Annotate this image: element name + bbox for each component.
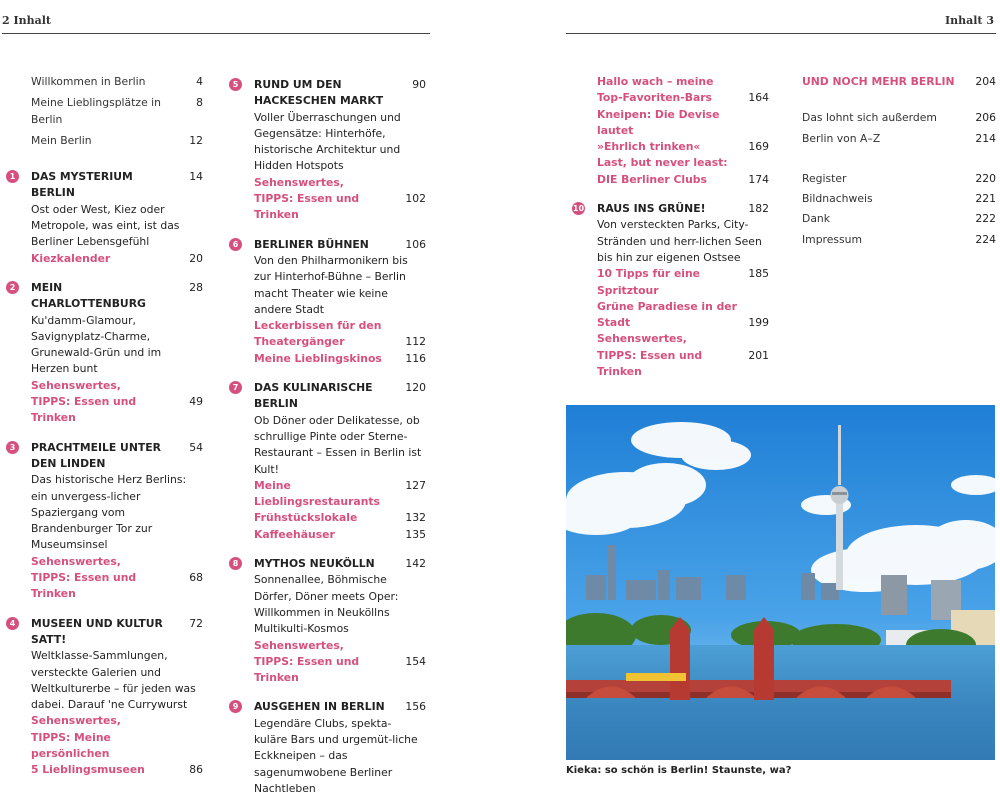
chapter-description: Ob Döner oder Delikatesse, ob schrullige Pinte oder Sterne-Restaurant – Essen in Berlin ist Kult! xyxy=(254,413,422,476)
chapter-title-text: RAUS INS GRÜNE! xyxy=(597,202,706,216)
toc-section xyxy=(9,440,203,603)
appendix-entry-page: 222 xyxy=(975,212,996,226)
chapter-link-page: 199 xyxy=(748,316,769,330)
chapter-link-text: Meine Lieblingskinos xyxy=(254,351,382,365)
bar-link-text: »Ehrlich trinken« xyxy=(597,140,701,154)
chapter-link-text: 5 Lieblingsmuseen xyxy=(31,763,145,777)
appendix-entry-page: 220 xyxy=(975,171,996,185)
chapter-link[interactable] xyxy=(597,315,769,331)
chapter-number-badge: 10 xyxy=(572,204,585,214)
chapter-link-page: 112 xyxy=(405,335,426,349)
chapter-title-page: 156 xyxy=(405,700,426,714)
chapter-link-page: 68 xyxy=(189,571,203,585)
chapter-number-badge: 8 xyxy=(229,557,242,570)
appendix-entry-text: Dank xyxy=(802,212,831,226)
chapter-link-text: Sehenswertes, xyxy=(597,332,687,346)
chapter-title-page: 120 xyxy=(405,381,426,395)
chapter-title[interactable] xyxy=(254,380,426,413)
chapter-title[interactable] xyxy=(254,699,426,715)
toc-column-4 xyxy=(802,74,996,248)
more-berlin-title[interactable] xyxy=(802,74,996,90)
bar-link-text: DIE Berliner Clubs xyxy=(597,172,707,186)
running-head-left: 2 Inhalt xyxy=(2,14,52,27)
chapter-title-text: DAS MYSTERIUM BERLIN xyxy=(31,170,133,200)
header-rule-right xyxy=(566,33,996,34)
chapter-link-page: 49 xyxy=(189,395,203,409)
toc-section xyxy=(9,169,203,267)
chapter-link[interactable] xyxy=(31,251,203,267)
chapter-link-text: Grüne Paradiese in der xyxy=(597,299,737,313)
chapter-link[interactable] xyxy=(597,266,769,299)
chapter-link[interactable] xyxy=(254,527,426,543)
intro-entry-page: 4 xyxy=(196,75,203,88)
toc-section xyxy=(9,616,203,779)
chapter-link-text: Leckerbissen für den xyxy=(254,319,382,333)
chapter-title-page: 28 xyxy=(189,280,203,294)
chapter-title[interactable] xyxy=(31,169,203,202)
intro-entry[interactable] xyxy=(31,95,203,128)
chapter-link[interactable] xyxy=(254,318,426,334)
chapter-title-text: PRACHTMEILE UNTER DEN LINDEN xyxy=(31,440,161,470)
berlin-oberbaum-bridge-photo xyxy=(566,405,995,760)
chapter-title[interactable] xyxy=(254,556,426,572)
chapter-title-page: 142 xyxy=(405,557,426,571)
bar-link-text: Kneipen: Die Devise lautet xyxy=(597,107,720,137)
photo-caption: Kieka: so schön is Berlin! Staunste, wa? xyxy=(566,765,792,776)
bar-link[interactable] xyxy=(597,107,769,140)
appendix-entry-page: 206 xyxy=(975,111,996,125)
chapter-link[interactable] xyxy=(254,175,426,191)
appendix-entry[interactable] xyxy=(802,211,996,227)
toc-section xyxy=(232,237,426,367)
bar-link[interactable] xyxy=(597,90,769,106)
toc-section xyxy=(232,77,426,224)
chapter-title[interactable] xyxy=(31,616,203,649)
appendix-entry[interactable] xyxy=(802,110,996,126)
chapter-link-page: 135 xyxy=(405,527,426,541)
chapter-link[interactable] xyxy=(597,331,769,347)
chapter-link-page: 102 xyxy=(405,192,426,206)
chapter-link-text: TIPPS: Essen und Trinken xyxy=(597,348,703,379)
chapter-link-text: Kiezkalender xyxy=(31,251,111,265)
chapter-link[interactable] xyxy=(254,638,426,654)
chapter-number-badge: 5 xyxy=(229,78,242,91)
chapter-link[interactable] xyxy=(31,713,203,729)
bar-link-page: 174 xyxy=(748,172,769,186)
appendix-entry-text: Berlin von A–Z xyxy=(802,131,881,145)
chapter-title-page: 72 xyxy=(189,616,203,630)
chapter-link-text: TIPPS: Essen und Trinken xyxy=(254,192,360,222)
chapter-link-text: Theatergänger xyxy=(254,335,345,349)
chapter-description: Voller Überraschungen und Gegensätze: Hinterhöfe, historische Architektur und Hidden Hotspots xyxy=(254,110,401,173)
chapter-title-text: BERLINER BÜHNEN xyxy=(254,237,369,251)
intro-entry-page: 8 xyxy=(196,96,203,110)
chapter-title-text: AUSGEHEN IN BERLIN xyxy=(254,700,385,714)
toc-column-2 xyxy=(232,77,426,797)
chapter-description: Ost oder West, Kiez oder Metropole, was eint, ist das Berliner Lebensgefühl xyxy=(31,202,180,249)
appendix-entry[interactable] xyxy=(802,191,996,207)
running-head-right: Inhalt 3 xyxy=(944,14,994,27)
chapter-description: Von den Philharmonikern bis zur Hinterhof-Bühne – Berlin macht Theater wie keine andere Stadt xyxy=(254,253,408,316)
chapter-number-badge: 7 xyxy=(229,381,242,394)
intro-entry-page: 12 xyxy=(189,133,203,147)
toc-section xyxy=(572,201,769,380)
chapter-title[interactable] xyxy=(31,440,203,473)
intro-entry-text: Meine Lieblingsplätze in Berlin xyxy=(31,96,161,126)
toc-section xyxy=(232,556,426,686)
chapter-link[interactable] xyxy=(31,554,203,570)
chapter-link-page: 127 xyxy=(405,478,426,492)
chapter-link[interactable] xyxy=(254,478,426,511)
bar-link-text: Hallo wach – meine xyxy=(597,75,714,88)
chapter-link-page: 154 xyxy=(405,654,426,668)
appendix-entry-page: 214 xyxy=(975,131,996,145)
chapter-title-page: 14 xyxy=(189,170,203,184)
chapter-link-text: Sehenswertes, xyxy=(254,175,344,189)
chapter-number-badge: 9 xyxy=(229,700,242,713)
toc-section xyxy=(232,380,426,543)
chapter-link-text: Sehenswertes, xyxy=(254,638,344,652)
chapter-title[interactable] xyxy=(254,77,426,110)
chapter-link-text: Sehenswertes, xyxy=(31,378,121,392)
chapter-link[interactable] xyxy=(31,762,203,778)
bar-link[interactable] xyxy=(597,155,769,171)
appendix-entry[interactable] xyxy=(802,171,996,187)
chapter-number-badge: 3 xyxy=(6,441,19,454)
chapter-title-text: DAS KULINARISCHE BERLIN xyxy=(254,381,373,411)
appendix-entry-page: 221 xyxy=(975,192,996,206)
chapter-link-text: Meine Lieblingsrestaurants xyxy=(254,478,380,509)
chapter-link-page: 20 xyxy=(189,251,203,265)
chapter-title[interactable] xyxy=(254,237,426,253)
appendix-entry-text: Impressum xyxy=(802,232,863,246)
bar-link-page: 169 xyxy=(748,140,769,154)
bar-link-page: 164 xyxy=(748,91,769,105)
bar-link-text: Top-Favoriten-Bars xyxy=(597,91,712,105)
appendix-entry[interactable] xyxy=(802,131,996,147)
chapter-link[interactable] xyxy=(254,510,426,526)
chapter-link[interactable] xyxy=(597,348,769,381)
chapter-title[interactable] xyxy=(597,201,769,217)
chapter-link-page: 86 xyxy=(189,763,203,777)
chapter-link-page: 201 xyxy=(748,348,769,362)
appendix-entry-text: Das lohnt sich außerdem xyxy=(802,111,937,125)
chapter-title[interactable] xyxy=(31,280,203,313)
intro-entry-text: Mein Berlin xyxy=(31,133,92,147)
chapter-link-page: 116 xyxy=(405,351,426,365)
chapter-title-page: 106 xyxy=(405,237,426,251)
toc-column-3 xyxy=(572,74,769,380)
chapter-number-badge: 4 xyxy=(6,617,19,630)
appendix-entry-page: 224 xyxy=(975,232,996,246)
chapter-description: Legendäre Clubs, spekta-kuläre Bars und urgemüt-liche Eckkneipen – das sagenumwobene Berliner Nachtleben xyxy=(254,716,418,795)
chapter-title-text: MYTHOS NEUKÖLLN xyxy=(254,557,375,571)
chapter-title-text: RUND UM DEN HACKESCHEN MARKT xyxy=(254,78,384,108)
chapter-link[interactable] xyxy=(31,570,203,603)
bar-link-text: Last, but never least: xyxy=(597,156,728,170)
appendix-entry[interactable] xyxy=(802,232,996,248)
chapter-link[interactable] xyxy=(31,378,203,394)
chapter-description: Von versteckten Parks, City-Stränden und herr-lichen Seen bis hin zur eigenen Ostsee xyxy=(597,218,762,264)
chapter-link-text: Sehenswertes, xyxy=(31,554,121,568)
chapter-link-text: 10 Tipps für eine Spritztour xyxy=(597,267,700,297)
chapter-description: Ku'damm-Glamour, Savignyplatz-Charme, Grunewald-Grün und im Herzen bunt xyxy=(31,313,162,376)
more-berlin-title-page: 204 xyxy=(975,75,996,88)
bar-link[interactable] xyxy=(597,172,769,188)
chapter-link[interactable] xyxy=(254,334,426,350)
chapter-link-text: TIPPS: Meine persönlichen xyxy=(31,730,111,760)
chapter-link-page: 132 xyxy=(405,511,426,525)
toc-column-1 xyxy=(9,74,203,779)
toc-section xyxy=(9,280,203,427)
chapter-description: Sonnenallee, Böhmische Dörfer, Döner meets Oper: Willkommen in Neuköllns Multikulti-Kosmos xyxy=(254,573,399,636)
chapter-link[interactable] xyxy=(597,299,769,315)
chapter-link-text: Stadt xyxy=(597,316,631,330)
intro-entry-text: Willkommen in Berlin xyxy=(31,75,146,88)
chapter-link[interactable] xyxy=(31,730,203,763)
bar-link[interactable] xyxy=(597,74,769,90)
appendix-entry-text: Bildnachweis xyxy=(802,192,873,206)
chapter-link[interactable] xyxy=(31,394,203,427)
chapter-title-page: 54 xyxy=(189,440,203,454)
chapter-link[interactable] xyxy=(254,654,426,687)
chapter-link-text: TIPPS: Essen und Trinken xyxy=(31,395,137,425)
toc-section xyxy=(232,699,426,797)
chapter-link-text: TIPPS: Essen und Trinken xyxy=(31,571,137,601)
chapter-link[interactable] xyxy=(254,351,426,367)
chapter-title-text: MEIN CHARLOTTENBURG xyxy=(31,280,146,311)
chapter-link-page: 185 xyxy=(748,267,769,281)
bar-link[interactable] xyxy=(597,139,769,155)
chapter-link-text: Kaffeehäuser xyxy=(254,527,335,541)
more-berlin-title-text: UND NOCH MEHR BERLIN xyxy=(802,75,955,88)
appendix-entry-text: Register xyxy=(802,171,847,185)
intro-entry[interactable] xyxy=(31,74,203,90)
chapter-number-badge: 1 xyxy=(6,170,19,183)
chapter-description: Weltklasse-Sammlungen, versteckte Galerien und Weltkulturerbe – für jeden was dabei. Darauf 'ne Currywurst xyxy=(31,649,196,712)
chapter-link-text: TIPPS: Essen und Trinken xyxy=(254,654,360,685)
chapter-link[interactable] xyxy=(254,191,426,224)
chapter-number-badge: 6 xyxy=(229,238,242,251)
chapter-link-text: Frühstückslokale xyxy=(254,511,358,525)
chapter-number-badge: 2 xyxy=(6,281,19,294)
chapter-title-text: MUSEEN UND KULTUR SATT! xyxy=(31,616,163,646)
header-rule-left xyxy=(2,33,430,34)
chapter-link-text: Sehenswertes, xyxy=(31,714,121,728)
chapter-title-page: 182 xyxy=(748,202,769,216)
chapter-description: Das historische Herz Berlins: ein unvergess-licher Spaziergang vom Brandenburger Tor zur Museumsinsel xyxy=(31,473,187,552)
chapter-title-page: 90 xyxy=(412,78,426,91)
intro-entry[interactable] xyxy=(31,133,203,149)
